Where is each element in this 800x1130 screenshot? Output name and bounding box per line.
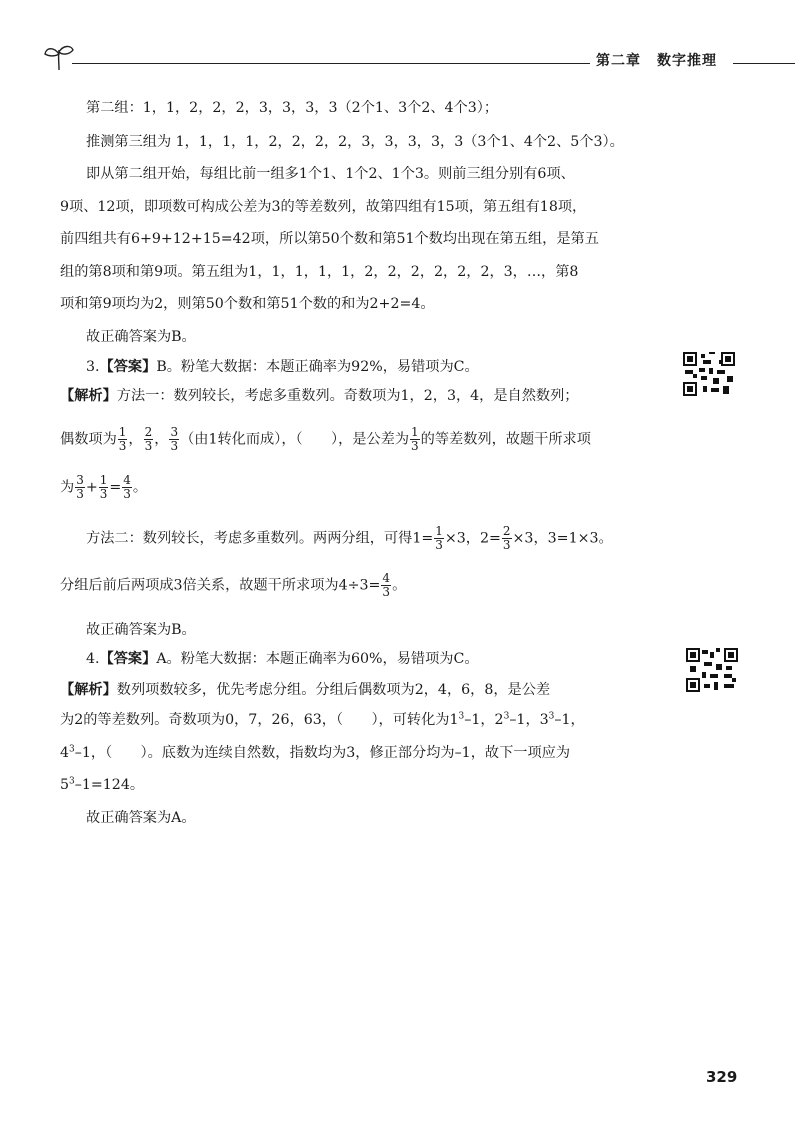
qr-code-icon[interactable]	[683, 352, 735, 396]
text-run: 。	[132, 479, 148, 496]
text-run: ×3，2=	[444, 530, 501, 547]
q4-line3	[60, 743, 570, 763]
section-label: 数字推理	[657, 53, 717, 69]
q3-answer-line	[86, 357, 479, 377]
numerator: 2	[144, 425, 153, 439]
text-run: 分组后前后两项成3倍关系，故题干所求项为4÷3=	[60, 577, 381, 594]
superscript: 3	[69, 744, 75, 755]
denominator: 3	[76, 487, 84, 501]
numerator: 4	[382, 571, 391, 585]
numerator: 3	[170, 425, 179, 439]
text-run: 偶数项为	[60, 431, 117, 448]
chapter-label: 第二章	[596, 53, 641, 69]
fraction	[122, 474, 132, 501]
numerator: 1	[99, 473, 108, 487]
numerator: 1	[411, 425, 419, 439]
text-line: 组的第8项和第9项。第五组为1，1，1，1，1，2，2，2，2，2，2，3，…，第8	[60, 264, 579, 280]
text-run: –1=124。	[74, 777, 145, 793]
q4-answer-text: A。粉笔大数据：本题正确率为60%，易错项为C。	[156, 651, 479, 667]
q4-line4	[60, 775, 144, 795]
numerator: 1	[118, 425, 127, 439]
numerator: 3	[76, 473, 84, 487]
fraction	[502, 525, 512, 552]
fraction	[410, 426, 420, 453]
text-line: 前四组共有6+9+12+15=42项，所以第50个数和第51个数均出现在第五组，是第五	[60, 231, 599, 247]
q4-analysis-line	[60, 680, 550, 700]
fraction	[75, 474, 85, 501]
q4-analysis-text: 数列项数较多，优先考虑分组。分组后偶数项为2，4，6，8，是公差	[116, 682, 551, 698]
q4-number: 4.	[86, 651, 100, 667]
superscript: 3	[548, 711, 555, 722]
text-run: –1，2	[464, 712, 504, 728]
denominator: 3	[502, 538, 511, 552]
q4-line2	[60, 710, 585, 730]
numerator: 4	[123, 473, 131, 487]
numerator: 1	[435, 524, 443, 538]
text-run: 4	[60, 745, 70, 761]
chapter-title	[596, 50, 733, 70]
denominator: 3	[382, 585, 391, 599]
header-rule	[72, 63, 590, 64]
q3-analysis-text: 方法一：数列较长，考虑多重数列。奇数项为1，2，3，4，是自然数列；	[116, 388, 579, 404]
text-run: 方法二：数列较长，考虑多重数列。两两分组，可得1=	[86, 530, 434, 547]
text-run: 5	[60, 777, 70, 793]
fraction	[144, 426, 154, 453]
q3-analysis-line	[60, 386, 579, 406]
text-line: 故正确答案为A。	[86, 810, 196, 826]
answer-tag: 【答案】	[99, 651, 157, 667]
text-run: –1，（ ）。底数为连续自然数，指数均为3，修正部分均为–1，故下一项应为	[74, 745, 571, 761]
q3-even-line: 偶数项为 $\frac{1}{3}$ ， $\frac{2}{3}$ ， $\frac{3}{3}$ （由1转化而成），（ ），是公差为 $\frac{1}{3}$ 的等差数列，故题干所求项	[60, 425, 591, 453]
text-line: 推测第三组为 1，1，1，1，2，2，2，2，3，3，3，3，3（3个1、4个2、5个3）。	[86, 134, 624, 150]
qr-code-icon[interactable]	[686, 648, 738, 692]
text-line: 故正确答案为B。	[86, 329, 196, 345]
fraction	[434, 525, 444, 552]
analysis-tag: 【解析】	[60, 682, 117, 698]
text-run: 。	[392, 577, 407, 594]
text-run: 为2的等差数列。奇数项为0，7，26，63，（ ），可转化为1	[60, 712, 459, 728]
q3-answer-text: B。粉笔大数据：本题正确率为92%，易错项为C。	[156, 359, 479, 375]
page-header	[0, 0, 800, 80]
superscript: 3	[458, 711, 465, 722]
text-run: –1，	[554, 712, 585, 728]
q3-number: 3.	[86, 359, 100, 375]
q3-method2-line	[86, 525, 613, 552]
sprout-icon	[42, 42, 76, 72]
text-run: （由1转化而成），（ ），是公差为	[180, 431, 410, 448]
denominator: 3	[99, 487, 108, 501]
answer-tag: 【答案】	[99, 359, 157, 375]
denominator: 3	[435, 538, 443, 552]
text-run: ×3，3=1×3。	[512, 530, 613, 547]
superscript: 3	[503, 711, 510, 722]
text-run: 的等差数列，故题干所求项	[420, 431, 591, 448]
numerator: 2	[502, 524, 511, 538]
fraction	[118, 426, 128, 453]
q3-result-line: 为 $\frac{3}{3}$ + $\frac{1}{3}$ = $\frac{4}{3}$ 。	[60, 473, 148, 501]
fraction	[381, 572, 391, 599]
text-line: 项和第9项均为2，则第50个数和第51个数的和为2+2=4。	[60, 296, 435, 312]
text-line: 即从第二组开始，每组比前一组多1个1、1个2、1个3。则前三组分别有6项、	[86, 166, 575, 182]
fraction	[99, 474, 109, 501]
denominator: 3	[118, 439, 127, 453]
denominator: 3	[144, 439, 153, 453]
superscript: 3	[69, 776, 75, 787]
text-run: –1，3	[509, 712, 549, 728]
page-number: 329	[706, 1068, 738, 1086]
text-line: 故正确答案为B。	[86, 622, 196, 638]
denominator: 3	[411, 439, 419, 453]
q3-method2-line2	[60, 572, 406, 599]
denominator: 3	[123, 487, 131, 501]
header-rule-right	[733, 63, 795, 64]
text-line: 9项、12项，即项数可构成公差为3的等差数列，故第四组有15项，第五组有18项，	[60, 199, 587, 215]
denominator: 3	[170, 439, 179, 453]
analysis-tag: 【解析】	[60, 388, 117, 404]
text-line: 第二组：1，1，2，2，2，3，3，3，3（2个1、3个2、4个3）；	[86, 100, 499, 116]
q4-answer-line	[86, 649, 479, 669]
text-run: 为	[60, 479, 75, 496]
fraction	[169, 426, 179, 453]
